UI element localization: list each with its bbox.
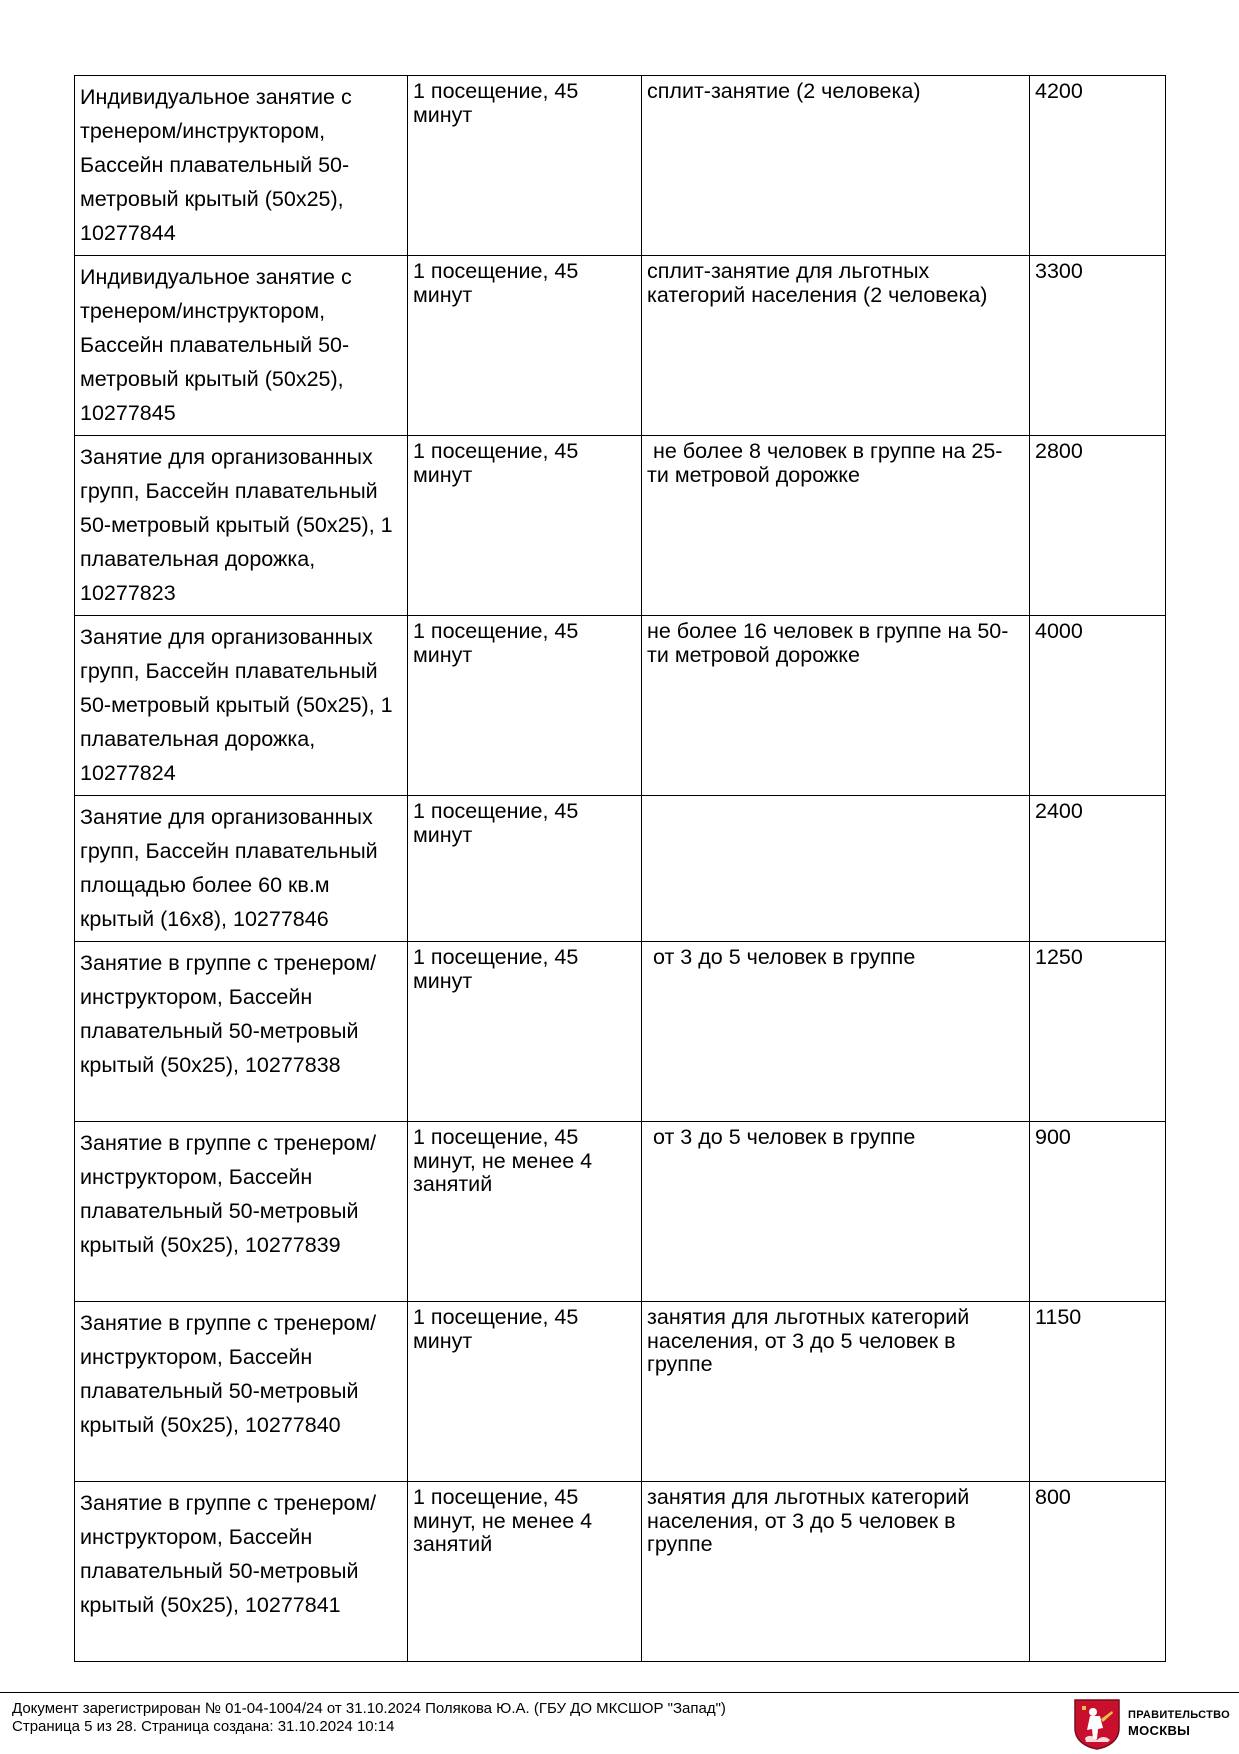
duration-cell: 1 посещение, 45 минут — [408, 436, 642, 616]
duration-cell: 1 посещение, 45 минут — [408, 942, 642, 1122]
table-row — [75, 796, 1166, 942]
note-cell: занятия для льготных категорий населения, от 3 до 5 человек в группе — [642, 1482, 1030, 1662]
table-row — [75, 76, 1166, 256]
note-cell — [642, 796, 1030, 942]
table-row — [75, 436, 1166, 616]
price-cell: 2400 — [1030, 796, 1166, 942]
service-cell: Занятие в группе с тренером/инструктором, Бассейн плавательный 50-метровый крытый (50х25), 10277839 — [75, 1122, 408, 1302]
service-cell: Занятие в группе с тренером/инструктором, Бассейн плавательный 50-метровый крытый (50х25), 10277838 — [75, 942, 408, 1122]
duration-cell: 1 посещение, 45 минут — [408, 76, 642, 256]
table-row — [75, 1302, 1166, 1482]
duration-cell: 1 посещение, 45 минут — [408, 1302, 642, 1482]
duration-cell: 1 посещение, 45 минут — [408, 616, 642, 796]
price-cell: 1150 — [1030, 1302, 1166, 1482]
note-cell: от 3 до 5 человек в группе — [642, 942, 1030, 1122]
duration-cell: 1 посещение, 45 минут — [408, 796, 642, 942]
registration-text: Документ зарегистрирован № 01-04-1004/24 от 31.10.2024 Полякова Ю.А. (ГБУ ДО МКСШОР "Запад") — [12, 1700, 726, 1717]
table-row — [75, 942, 1166, 1122]
service-cell: Занятие в группе с тренером/инструктором, Бассейн плавательный 50-метровый крытый (50х25), 10277841 — [75, 1482, 408, 1662]
service-cell: Занятие для организованных групп, Бассейн плавательный 50-метровый крытый (50х25), 1 плавательная дорожка, 10277824 — [75, 616, 408, 796]
logo-line-1: ПРАВИТЕЛЬСТВО — [1128, 1709, 1230, 1721]
price-cell: 4000 — [1030, 616, 1166, 796]
service-cell: Индивидуальное занятие с тренером/инструктором, Бассейн плавательный 50-метровый крытый (50х25), 10277844 — [75, 76, 408, 256]
service-cell: Индивидуальное занятие с тренером/инструктором, Бассейн плавательный 50-метровый крытый (50х25), 10277845 — [75, 256, 408, 436]
price-table — [74, 75, 1166, 1662]
note-cell: от 3 до 5 человек в группе — [642, 1122, 1030, 1302]
table-row — [75, 1482, 1166, 1662]
note-cell: не более 8 человек в группе на 25-ти метровой дорожке — [642, 436, 1030, 616]
price-cell: 900 — [1030, 1122, 1166, 1302]
duration-cell: 1 посещение, 45 минут — [408, 256, 642, 436]
note-cell: занятия для льготных категорий населения, от 3 до 5 человек в группе — [642, 1302, 1030, 1482]
logo-line-2: МОСКВЫ — [1128, 1723, 1191, 1738]
page-info-text: Страница 5 из 28. Страница создана: 31.10.2024 10:14 — [12, 1718, 395, 1735]
duration-cell: 1 посещение, 45 минут, не менее 4 занятий — [408, 1482, 642, 1662]
price-cell: 1250 — [1030, 942, 1166, 1122]
footer-divider — [0, 1692, 1239, 1693]
note-cell: сплит-занятие для льготных категорий населения (2 человека) — [642, 256, 1030, 436]
service-cell: Занятие в группе с тренером/инструктором, Бассейн плавательный 50-метровый крытый (50х25), 10277840 — [75, 1302, 408, 1482]
price-cell: 2800 — [1030, 436, 1166, 616]
service-cell: Занятие для организованных групп, Бассейн плавательный 50-метровый крытый (50х25), 1 плавательная дорожка, 10277823 — [75, 436, 408, 616]
table-row — [75, 1122, 1166, 1302]
table-row — [75, 616, 1166, 796]
note-cell: не более 16 человек в группе на 50-ти метровой дорожке — [642, 616, 1030, 796]
footer-registration — [12, 1700, 726, 1736]
table-row — [75, 256, 1166, 436]
price-cell: 4200 — [1030, 76, 1166, 256]
price-cell: 800 — [1030, 1482, 1166, 1662]
moscow-coat-of-arms-icon — [1072, 1698, 1122, 1750]
duration-cell: 1 посещение, 45 минут, не менее 4 занятий — [408, 1122, 642, 1302]
price-cell: 3300 — [1030, 256, 1166, 436]
service-cell: Занятие для организованных групп, Бассейн плавательный площадью более 60 кв.м крытый (16х8), 10277846 — [75, 796, 408, 942]
government-logo-text — [1128, 1708, 1230, 1738]
note-cell: сплит-занятие (2 человека) — [642, 76, 1030, 256]
